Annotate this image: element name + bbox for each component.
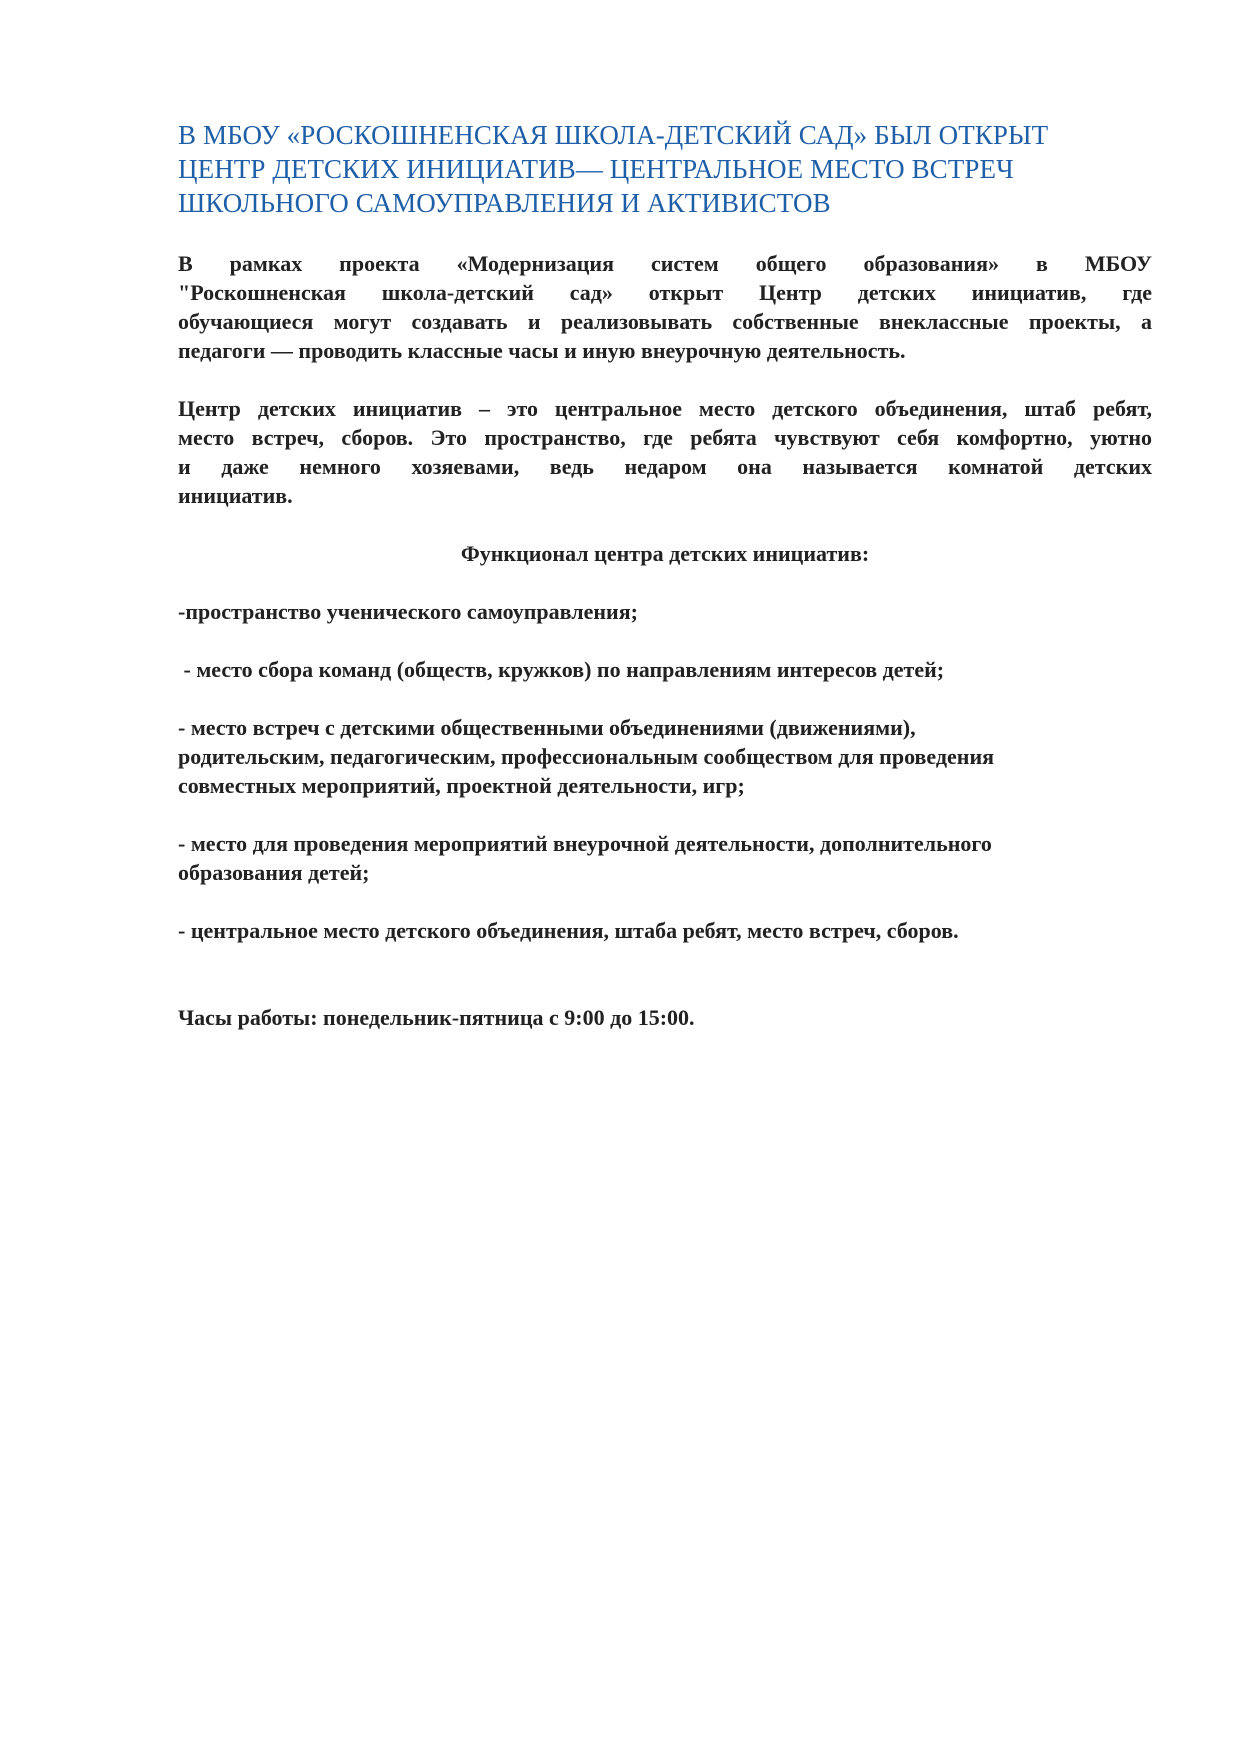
document-title [178, 118, 1152, 220]
function-line: родительским, педагогическим, профессиональным сообществом для проведения [178, 744, 995, 769]
function-line: - центральное место детского объединения, штаба ребят, место встреч, сборов. [178, 918, 959, 943]
paragraph-line: педагоги — проводить классные часы и иную внеурочную деятельность. [178, 338, 906, 363]
function-line: -пространство ученического самоуправления; [178, 599, 638, 624]
function-line: совместных мероприятий, проектной деятельности, игр; [178, 773, 745, 798]
functions-heading: Функционал центра детских инициатив: [460, 541, 870, 566]
spacer [178, 684, 1152, 713]
function-item [178, 655, 1152, 684]
paragraph-line: место встреч, сборов. Это пространство, где ребята чувствуют себя комфортно, уютно [178, 425, 1152, 450]
spacer [178, 568, 1152, 597]
working-hours: Часы работы: понедельник-пятница с 9:00 до 15:00. [178, 1005, 695, 1030]
spacer [178, 800, 1152, 829]
paragraph-line: "Роскошненская школа-детский сад» открыт Центр детских инициатив, где [178, 280, 1152, 305]
function-line: - место сбора команд (обществ, кружков) по направлениям интересов детей; [178, 657, 945, 682]
paragraph-line: Центр детских инициатив – это центральное место детского объединения, штаб ребят, [178, 396, 1152, 421]
function-item [178, 597, 1152, 626]
function-line: - место встреч с детскими общественными объединениями (движениями), [178, 715, 916, 740]
title-line: ЦЕНТР ДЕТСКИХ ИНИЦИАТИВ— ЦЕНТРАЛЬНОЕ МЕСТО ВСТРЕЧ [178, 154, 1014, 184]
title-line: В МБОУ «РОСКОШНЕНСКАЯ ШКОЛА-ДЕТСКИЙ САД» БЫЛ ОТКРЫТ [178, 120, 1049, 150]
document-page [178, 118, 1152, 1032]
spacer [178, 365, 1152, 394]
spacer [178, 510, 1152, 539]
function-line: - место для проведения мероприятий внеурочной деятельности, дополнительного [178, 831, 992, 856]
paragraph-line: и даже немного хозяевами, ведь недаром она называется комнатой детских [178, 454, 1152, 479]
spacer [178, 887, 1152, 916]
function-item [178, 916, 1152, 945]
paragraph-line: инициатив. [178, 483, 293, 508]
function-item [178, 713, 1152, 800]
spacer [178, 945, 1152, 974]
paragraph-line: В рамках проекта «Модернизация систем общего образования» в МБОУ [178, 251, 1152, 276]
paragraph-line: обучающиеся могут создавать и реализовывать собственные внеклассные проекты, а [178, 309, 1152, 334]
spacer [178, 626, 1152, 655]
intro-paragraph [178, 249, 1152, 365]
function-line: образования детей; [178, 860, 370, 885]
title-line: ШКОЛЬНОГО САМОУПРАВЛЕНИЯ И АКТИВИСТОВ [178, 188, 831, 218]
spacer [178, 974, 1152, 1003]
function-item [178, 829, 1152, 887]
description-paragraph [178, 394, 1152, 510]
